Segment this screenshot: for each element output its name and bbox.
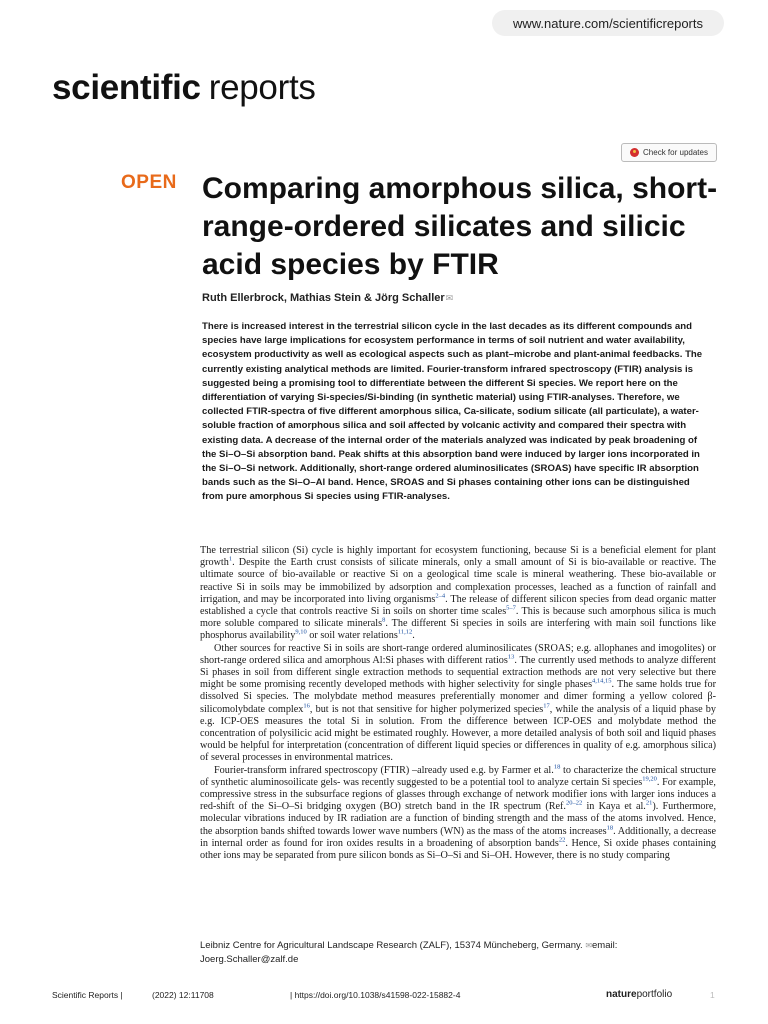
citation-ref[interactable]: 2–4 [435,592,446,600]
citation-ref[interactable]: 18 [553,763,561,771]
main-text [200,545,716,862]
text-run: . For example, compressive stress in the subsurface regions of glasses through exchange of network modifier ions with larger ions induces a red-shift of the Si–O–Si bridging oxygen (BO) stretch band in the IR spectrum (Ref. [200,776,716,813]
text-run: . The same holds true for dissolved Si species. The molybdate method measures preferentially monomer and dimer forming a yellow colored β-silicomolybdate complex [200,679,716,715]
open-access-label: OPEN [121,172,177,193]
text-run: , while the analysis of a liquid phase by e.g. ICP-OES measures the total Si in solution. From the difference between ICP-OES and molybdate method the concentration of polysilicic acid might be estimated roughly. However, a more detailed analysis of both soil and liquid phases would be helpful for interpretation (concentration of different liquid species or differences in quality of e.g. amorphous silica) of several processes in environmental matrices. [200,703,716,764]
check-for-updates-label: Check for updates [643,148,708,157]
text-run: . Despite the Earth crust consists of silicate minerals, only a small amount of Si is bio-available or reactive. The ultimate source of bio-available or reactive Si on a geological time scale is mineral weathering. These bio-available or reactive Si in soils may be immobilized by adsorption and complexation processes, leached as a function of rainfall and irrigation, and may be incorporated into living organisms [200,557,716,605]
article-title: Comparing amorphous silica, short-range-ordered silicates and silicic acid species by FTIR [202,172,718,281]
citation-ref[interactable]: 18 [606,824,614,832]
citation-ref[interactable]: 4,14,15 [592,677,612,685]
corresponding-email[interactable]: email: Joerg.Schaller@zalf.de [200,940,618,965]
publisher-logo-bold: nature [606,989,637,1000]
text-run: . The different Si species in soils are interfering with main soil functions like phosphorus availability [200,618,716,642]
citation-ref[interactable]: 21 [645,799,653,807]
paragraph-1 [200,545,716,643]
text-run: to characterize the chemical structure of synthetic aluminosoilicate gels- was recently suggested to be a potential tool to analyze certain Si species [200,764,716,788]
text-run: Fourier-transform infrared spectroscopy (FTIR) –already used e.g. by Farmer et al. [214,764,554,776]
paragraph-2 [200,643,716,765]
citation-ref[interactable]: 9,10 [295,629,307,637]
check-for-updates-button[interactable] [621,143,717,162]
journal-logo-bold: scientific [52,68,201,107]
email-envelope-icon: ✉ [585,941,593,950]
page-footer [52,990,716,1004]
footer-journal: Scientific Reports | [52,990,123,1000]
text-run: . Additionally, a decrease in internal order as found for iron oxides results in a broadening of absorption bands [200,825,716,849]
page-number: 1 [710,990,715,1000]
text-run: . The release of different silicon species from dead organic matter established a cycle that controls reactive Si in soils on shorter time scales [200,593,716,618]
footer-doi-link[interactable]: | https://doi.org/10.1038/s41598-022-15882-4 [290,990,461,1000]
text-run: . The currently used methods to analyze different Si phases in soil from different single extraction methods to sequential extraction methods are not very selective but there might be some promising recently developed methods with higher selectivity for single phases [200,654,716,691]
paragraph-3 [200,765,716,863]
text-run: Other sources for reactive Si in soils are short-range ordered aluminosilicates (SROAS; e.g. allophanes and imogolites) or short-range ordered silica and amorphous Al:Si phases with different ratios [200,642,716,666]
citation-ref[interactable]: 8 [382,616,386,624]
citation-ref[interactable]: 20–22 [565,799,583,807]
envelope-icon[interactable]: ✉ [445,293,454,303]
publisher-logo-light: portfolio [636,989,673,1000]
footer-volume: (2022) 12:11708 [152,990,214,1000]
abstract: There is increased interest in the terrestrial silicon cycle in the last decades as its different compounds and species have large implications for ecosystem performance in terms of soil nutrient and water availability, ecosystem productivity as well as ecological aspects such as plant–microbe and plant-animal feedbacks. The currently existing analytical methods are limited. Fourier-transform infrared spectroscopy (FTIR) analysis is suggested being a promising tool to differentiate between the different Si species. We report here on the differentiation of varying Si-species/Si-binding (in synthetic material) using FTIR-analyses. Therefore, we collected FTIR-spectra of five different amorphous silica, Ca-silicate, sodium silicate (all particulate), a water-soluble fraction of amorphous silica and soil affected by volcanic activity and compared their spectra with existing data. A decrease of the internal order of the materials analyzed was indicated by peak broadening of the Si–O–Si absorption band. Peak shifts at this absorption band were induced by larger ions incorporated in the Si–O–Si network. Additionally, short-range ordered aluminosilicates (SROAS) have specific IR absorption bands such as the Si–O–Al band. Hence, SROAS and Si phases containing other ions can be distinguished from pure amorphous Si species using FTIR-analyses. [202,321,703,503]
authors-text: Ruth Ellerbrock, Mathias Stein & Jörg Schaller [202,292,445,304]
citation-ref[interactable]: 1 [228,555,233,563]
journal-logo-light: reports [208,68,316,107]
text-run: . [412,630,415,642]
text-run: in Kaya et al. [582,801,646,813]
affiliation-text: Leibniz Centre for Agricultural Landscape Research (ZALF), 15374 Müncheberg, Germany. [200,940,586,951]
text-run: , but is not that sensitive for higher polymerized species [309,703,544,715]
journal-logo [52,68,316,108]
author-list[interactable] [202,292,453,304]
citation-ref[interactable]: 19,20 [642,775,657,783]
text-run: ). Furthermore, molecular vibrations induced by IR radiation are a function of binding strength and the mass of the atoms involved. Hence, the absorption bands shifted towards lower wave numbers (WN) as the mass of the atoms increases [200,801,716,837]
crossmark-icon [630,148,639,157]
citation-ref[interactable]: 5–7 [506,604,516,612]
citation-ref[interactable]: 17 [543,702,550,710]
text-run: The terrestrial silicon (Si) cycle is highly important for ecosystem functioning, because Si is a beneficial element for plant growth [200,545,716,569]
affiliation [200,939,716,967]
citation-ref[interactable]: 22 [558,836,566,844]
citation-ref[interactable]: 16 [303,702,310,710]
journal-url[interactable]: www.nature.com/scientificreports [492,10,724,36]
text-run: . Hence, Si oxide phases containing other ions may be separated from pure silicon bonds as Si–O–Si and Si–OH. However, there is no study comparing [200,837,716,862]
publisher-logo [606,989,672,1000]
citation-ref[interactable]: 11,12 [397,629,413,637]
citation-ref[interactable]: 13 [507,653,515,661]
text-run: or soil water relations [306,630,398,642]
text-run: . This is because such amorphous silica is much more soluble compared to silicate minerals [200,606,716,630]
